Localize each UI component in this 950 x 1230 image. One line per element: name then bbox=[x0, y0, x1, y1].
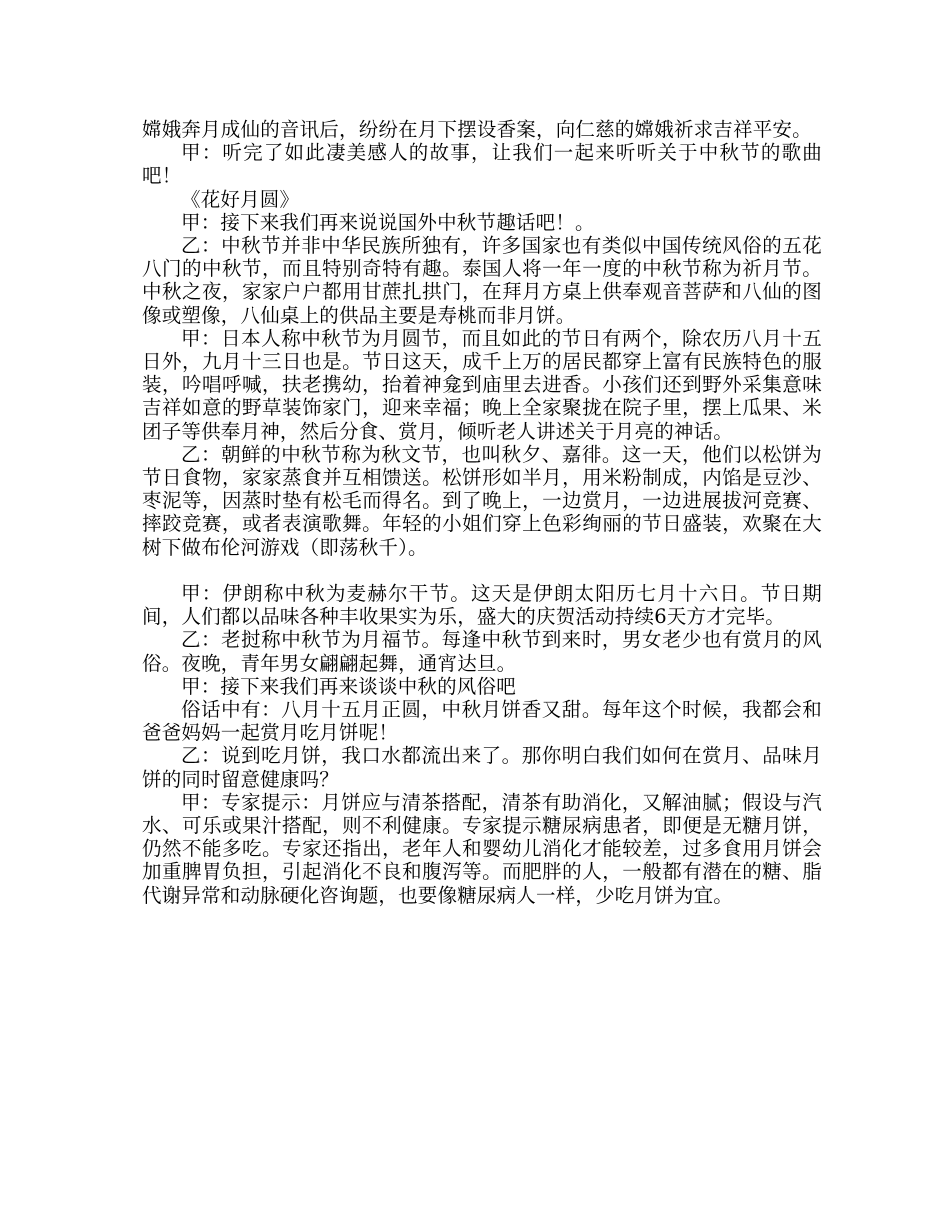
paragraph-laos: 乙：老挝称中秋节为月福节。每逢中秋节到来时，男女老少也有赏月的风俗。夜晚，青年男女翩翩起舞，通宵达旦。 bbox=[142, 628, 822, 675]
paragraph-foreign-intro: 甲：接下来我们再来说说国外中秋节趣话吧！。 bbox=[181, 210, 595, 234]
paragraph-japan: 甲：日本人称中秋节为月圆节，而且如此的节日有两个，除农历八月十五日外，九月十三日也是。节日这天，成千上万的居民都穿上富有民族特色的服装，吟唱呼喊，扶老携幼，抬着神龛到庙里去进香。小孩们还到野外采集意味吉祥如意的野草装饰家门，迎来幸福；晚上全家聚拢在院子里，摆上瓜果、米团子等供奉月神，然后分食、赏月，倾听老人讲述关于月亮的神话。 bbox=[142, 326, 822, 443]
document-page bbox=[142, 118, 822, 907]
paragraph-korea: 乙：朝鲜的中秋节称为秋文节，也叫秋夕、嘉徘。这一天，他们以松饼为节日食物，家家蒸食并互相馈送。松饼形如半月，用米粉制成，内馅是豆沙、枣泥等，因蒸时垫有松毛而得名。到了晚上，一边赏月，一边进展拔河竞赛、摔跤竞赛，或者表演歌舞。年轻的小姐们穿上色彩绚丽的节日盛装，欢聚在大树下做布伦河游戏（即荡秋千）。 bbox=[142, 442, 822, 559]
paragraph-expert-advice: 甲：专家提示：月饼应与清茶搭配，清茶有助消化，又解油腻；假设与汽水、可乐或果汁搭配，则不利健康。专家提示糖尿病患者，即便是无糖月饼，仍然不能多吃。专家还指出，老年人和婴幼儿消化才能较差，过多食用月饼会加重脾胃负担，引起消化不良和腹泻等。而肥胖的人，一般都有潜在的糖、脂代谢异常和动脉硬化咨询题，也要像糖尿病人一样，少吃月饼为宜。 bbox=[142, 790, 822, 907]
paragraph-thailand: 乙：中秋节并非中华民族所独有，许多国家也有类似中国传统风俗的五花八门的中秋节，而且特别奇特有趣。泰国人将一年一度的中秋节称为祈月节。中秋之夜，家家户户都用甘蔗扎拱门，在拜月方桌上供奉观音菩萨和八仙的图像或塑像，八仙桌上的供品主要是寿桃而非月饼。 bbox=[142, 234, 822, 327]
paragraph-song-intro: 甲：听完了如此凄美感人的故事，让我们一起来听听关于中秋节的歌曲吧！ bbox=[142, 141, 822, 188]
paragraph-iran: 甲：伊朗称中秋为麦赫尔干节。这天是伊朗太阳历七月十六日。节日期间，人们都以品味各种丰收果实为乐，盛大的庆贺活动持续6天方才完毕。 bbox=[142, 582, 822, 629]
paragraph-health-question: 乙：说到吃月饼，我口水都流出来了。那你明白我们如何在赏月、品味月饼的同时留意健康吗？ bbox=[142, 744, 822, 791]
paragraph-customs-intro: 甲：接下来我们再来谈谈中秋的风俗吧 bbox=[181, 674, 516, 698]
paragraph-saying: 俗话中有：八月十五月正圆，中秋月饼香又甜。每年这个时候，我都会和爸爸妈妈一起赏月吃月饼呢！ bbox=[142, 698, 822, 745]
paragraph-continuation: 嫦娥奔月成仙的音讯后，纷纷在月下摆设香案，向仁慈的嫦娥祈求吉祥平安。 bbox=[142, 118, 812, 141]
paragraph-song-title: 《花好月圆》 bbox=[181, 187, 300, 211]
